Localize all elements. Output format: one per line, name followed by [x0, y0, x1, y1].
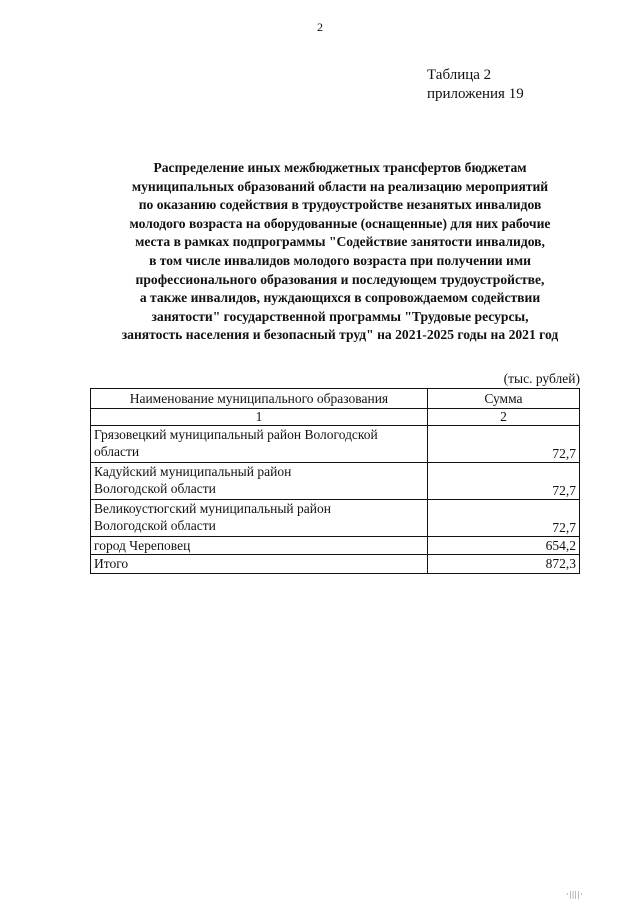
- sum-value: 72,7: [427, 463, 579, 500]
- table-row: [91, 426, 580, 463]
- total-label: Итого: [91, 555, 428, 574]
- scan-barcode-mark: ·||||·: [566, 890, 584, 899]
- appendix-number-label: приложения 19: [427, 86, 524, 102]
- municipality-name: [91, 426, 428, 463]
- header-sum: Сумма: [427, 389, 579, 409]
- title-line: занятость населения и безопасный труд" на 2021-2025 годы на 2021 год: [121, 327, 559, 343]
- title-line: по оказанию содействия в трудоустройстве незанятых инвалидов: [138, 197, 542, 213]
- column-number-row: [91, 409, 580, 426]
- distribution-table: [90, 388, 580, 574]
- appendix-reference: [427, 66, 524, 104]
- municipality-name-line: Вологодской области: [94, 518, 216, 533]
- column-number: 2: [427, 409, 579, 426]
- header-municipality: Наименование муниципального образования: [91, 389, 428, 409]
- table-row: [91, 463, 580, 500]
- title-line: профессионального образования и последующем трудоустройстве,: [135, 271, 545, 287]
- table-row: [91, 537, 580, 555]
- municipality-name: город Череповец: [91, 537, 428, 555]
- sum-value: 72,7: [427, 500, 579, 537]
- title-line: в том числе инвалидов молодого возраста при получении ими: [149, 252, 531, 268]
- municipality-name-line: области: [94, 444, 140, 459]
- municipality-name-line: Вологодской области: [94, 481, 216, 496]
- municipality-name-line: Великоустюгский муниципальный район: [94, 501, 331, 516]
- column-number: 1: [91, 409, 428, 426]
- title-line: муниципальных образований области на реализацию мероприятий: [131, 178, 549, 194]
- municipality-name: [91, 463, 428, 500]
- sum-value: 72,7: [427, 426, 579, 463]
- document-title: [60, 159, 620, 345]
- municipality-name: [91, 500, 428, 537]
- title-line: молодого возраста на оборудованные (оснащенные) для них рабочие: [129, 215, 551, 231]
- title-line: места в рамках подпрограммы "Содействие занятости инвалидов,: [135, 234, 545, 250]
- title-line: Распределение иных межбюджетных трансфертов бюджетам: [153, 160, 527, 175]
- total-sum: 872,3: [427, 555, 579, 574]
- sum-value: 654,2: [427, 537, 579, 555]
- title-line: а также инвалидов, нуждающихся в сопровождаемом содействии: [139, 290, 541, 306]
- table-header-row: [91, 389, 580, 409]
- appendix-table-label: Таблица 2: [427, 67, 492, 83]
- municipality-name-line: Грязовецкий муниципальный район Вологодской: [94, 427, 378, 442]
- units-label: (тыс. рублей): [503, 371, 580, 386]
- municipality-name-line: Кадуйский муниципальный район: [94, 464, 292, 479]
- total-row: [91, 555, 580, 574]
- title-line: занятости" государственной программы "Трудовые ресурсы,: [151, 308, 529, 324]
- page-number: 2: [317, 20, 323, 34]
- table-row: [91, 500, 580, 537]
